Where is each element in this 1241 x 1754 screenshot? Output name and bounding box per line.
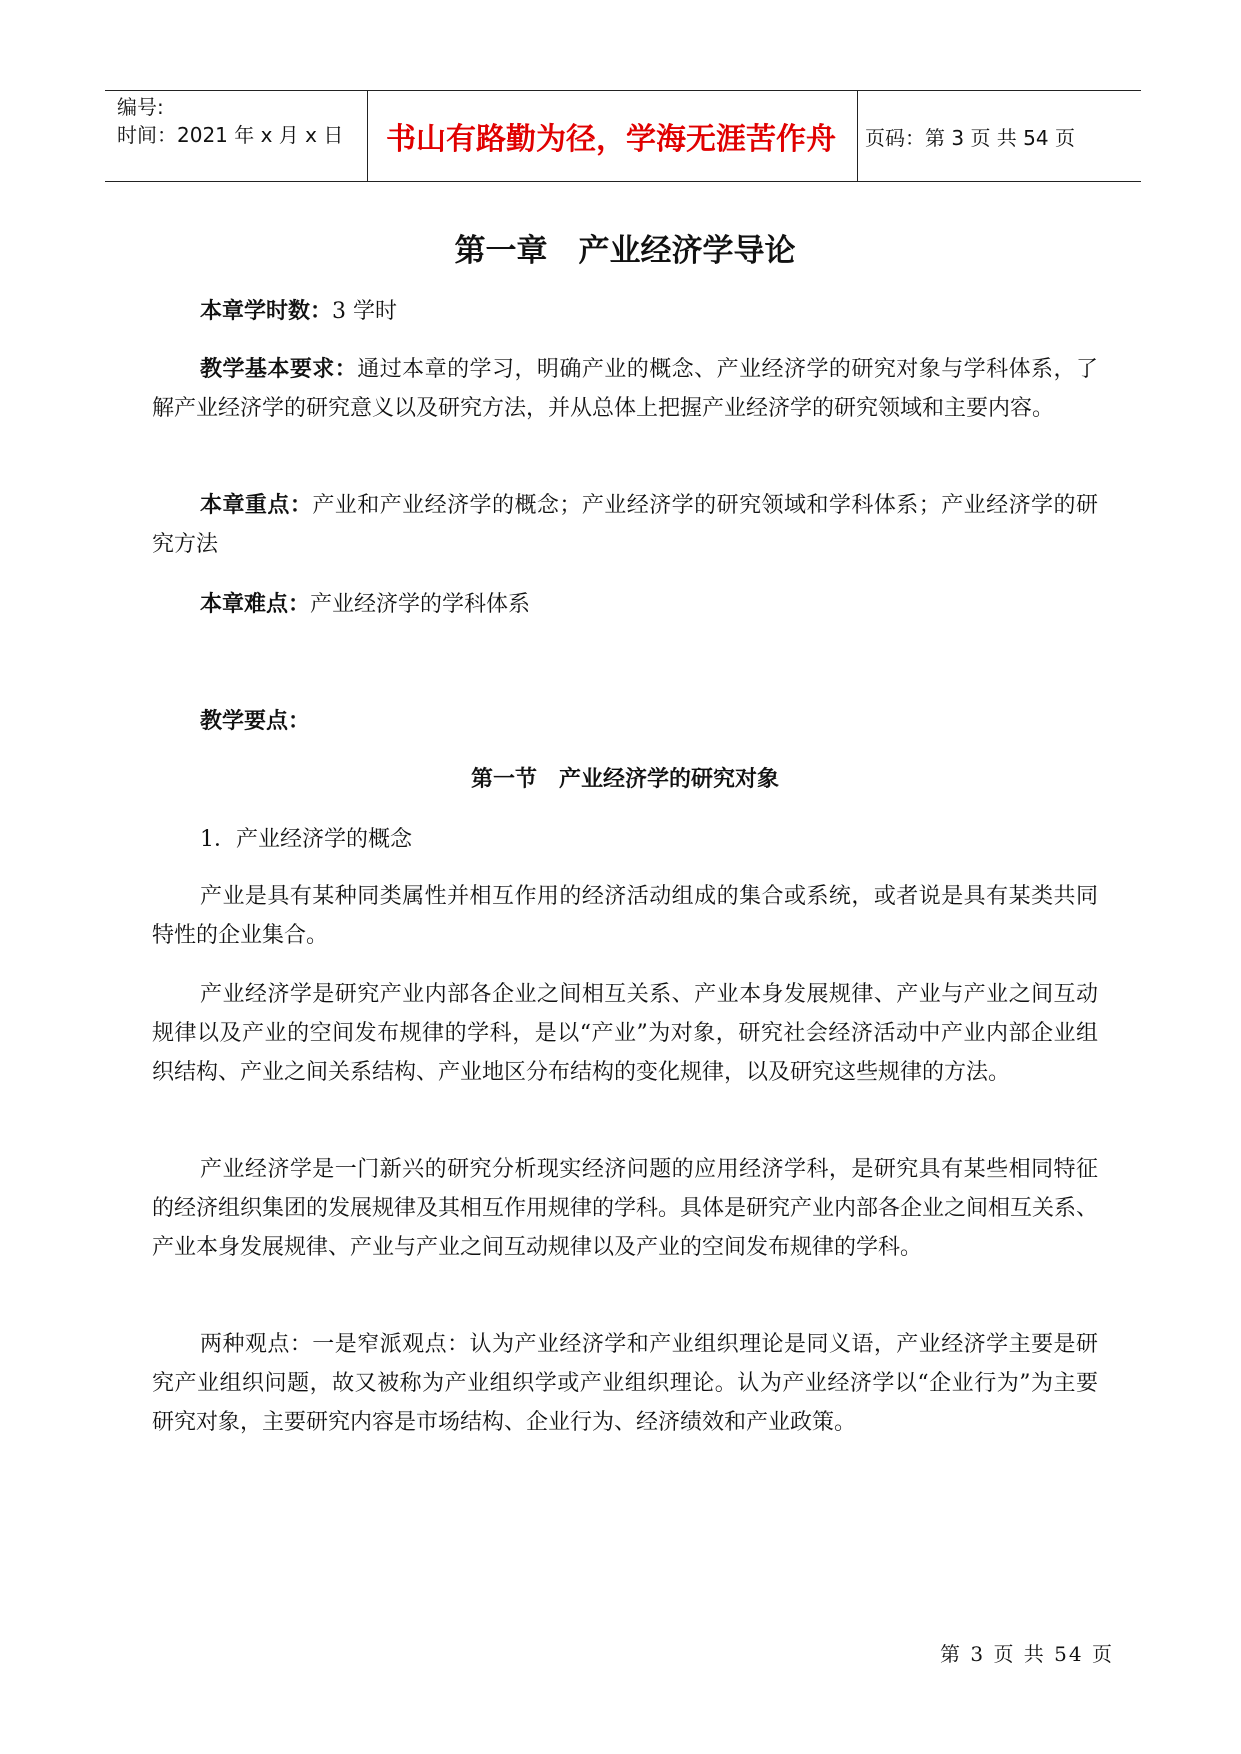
key-points-text: 产业和产业经济学的概念；产业经济学的研究领域和学科体系；产业经济学的研究方法	[152, 493, 1098, 557]
paragraph: 产业是具有某种同类属性并相互作用的经济活动组成的集合或系统，或者说是具有某类共同特性的企业集合。	[152, 884, 1098, 948]
header-divider	[367, 91, 368, 181]
teaching-requirements-label: 教学基本要求：	[200, 357, 358, 382]
paragraph: 1．产业经济学的概念	[200, 827, 412, 852]
paragraph: 两种观点：一是窄派观点：认为产业经济学和产业组织理论是同义语，产业经济学主要是研究产业组织问题，故又被称为产业组织学或产业组织理论。认为产业经济学以“企业行为”为主要研究对象，主要研究内容是市场结构、企业行为、经济绩效和产业政策。	[152, 1332, 1098, 1435]
header-motto: 书山有路勤为径，学海无涯苦作舟	[386, 122, 836, 157]
header-meta	[117, 91, 367, 181]
section-title: 第一节 产业经济学的研究对象	[470, 767, 779, 792]
document-number-label: 编号:	[117, 95, 164, 119]
chapter-difficulties	[152, 585, 1098, 624]
chapter-hours	[152, 292, 1098, 331]
paragraph: 产业经济学是一门新兴的研究分析现实经济问题的应用经济学科，是研究具有某些相同特征的经济组织集团的发展规律及其相互作用规律的学科。具体是研究产业内部各企业之间相互关系、产业本身发展规律、产业与产业之间互动规律以及产业的空间发布规律的学科。	[152, 1157, 1099, 1260]
teaching-points	[152, 702, 1098, 741]
document-time: 时间：2021 年 x 月 x 日	[117, 123, 344, 147]
header-divider	[857, 91, 858, 181]
page-footer: 第 3 页 共 54 页	[940, 1642, 1114, 1666]
teaching-points-label: 教学要点：	[200, 709, 311, 734]
difficulties-label: 本章难点：	[200, 592, 311, 617]
page-header	[105, 90, 1141, 182]
chapter-hours-label: 本章学时数：	[200, 299, 333, 324]
difficulties-text: 产业经济学的学科体系	[310, 592, 531, 617]
chapter-hours-text: 3 学时	[332, 299, 398, 324]
paragraph: 产业经济学是研究产业内部各企业之间相互关系、产业本身发展规律、产业与产业之间互动规律以及产业的空间发布规律的学科，是以“产业”为对象，研究社会经济活动中产业内部企业组织结构、产业之间关系结构、产业地区分布结构的变化规律，以及研究这些规律的方法。	[152, 982, 1098, 1085]
header-page-info: 页码：第 3 页 共 54 页	[865, 125, 1075, 150]
chapter-key-points	[152, 486, 1098, 564]
teaching-requirements	[152, 350, 1098, 428]
teaching-requirements-text: 通过本章的学习，明确产业的概念、产业经济学的研究对象与学科体系，了解产业经济学的研究意义以及研究方法，并从总体上把握产业经济学的研究领域和主要内容。	[152, 357, 1098, 421]
chapter-title: 第一章 产业经济学导论	[454, 233, 796, 269]
key-points-label: 本章重点：	[200, 493, 313, 518]
